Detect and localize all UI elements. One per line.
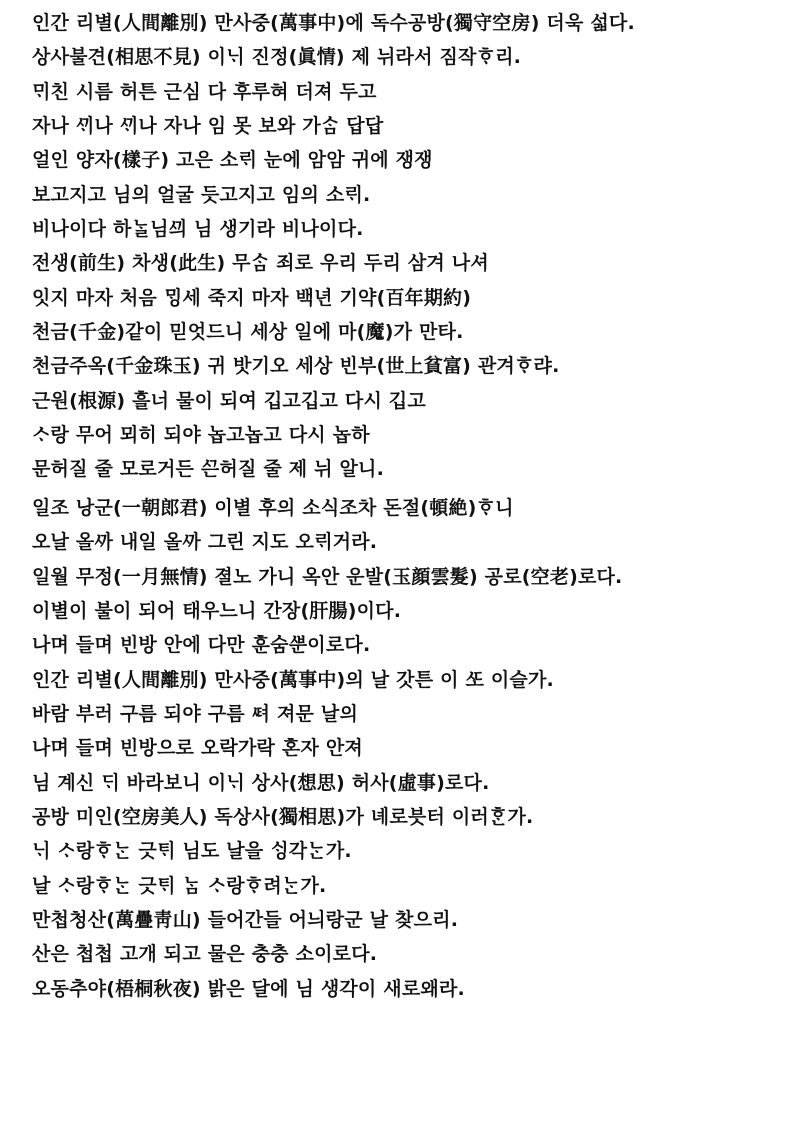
poem-line: 인간 리별(人間離別) 만사중(萬事中)의 날 갓튼 이 ᄯᅩ 이슬가. [32,668,554,691]
poem-line: 상사불견(相思不見) 이ᄂᆡ 진정(眞情) 제 뉘라서 짐작ᄒᆞ리. [32,46,522,69]
poem-line: ᄆᆡ친 시름 허튼 근심 다 후루혀 더져 두고 [32,80,377,103]
poem-line: 전생(前生) 차생(此生) 무ᄉᆞᆷ 죄로 우리 두리 삼겨 나셔 [32,252,489,275]
poem-line: 자나 ᄭᆡ나 ᄭᆡ나 자나 임 못 보와 가ᄉᆞᆷ 답답 [32,115,384,138]
poem-line: 만첩청산(萬疊靑山) 들어간들 어늬랑군 날 찾으리. [32,908,459,931]
poem-line: 산은 첩첩 고개 되고 물은 충충 소이로다. [32,943,378,966]
poem-line: 천금주옥(千金珠玉) 귀 밧기오 세상 빈부(世上貧富) 관겨ᄒᆞ랴. [32,355,560,378]
poem-line: ᄉᆞ랑 무어 뫼히 되야 놉고놉고 다시 놉하 [32,424,370,447]
poem-text-block [32,6,788,1006]
poem-line: 바람 부러 구름 되야 구름 ᄹᅧ 져문 날의 [32,702,359,725]
poem-line: 공방 미인(空房美人) 독상사(獨相思)가 녜로븟터 이러ᄒᆞᆫ가. [32,805,534,828]
poem-line: 잇지 마자 처음 ᄆᆡᆼ세 죽지 마자 백년 기약(百年期約) [32,286,472,309]
poem-line: 일월 무정(一月無情) 졀노 가니 옥안 운발(玉顔雲髮) 공로(空老)로다. [32,565,623,588]
poem-line: 이별이 불이 되어 태우느니 간장(肝腸)이다. [32,599,402,622]
poem-line: 나며 들며 빈방으로 오락가락 혼자 안져 [32,737,363,760]
poem-line: 보고지고 님의 얼굴 듯고지고 임의 소ᄅᆡ. [32,183,371,206]
poem-line: 일조 낭군(一朝郎君) 이별 후의 소식조차 돈절(頓絶)ᄒᆞ니 [32,496,514,519]
poem-line: 오동추야(梧桐秋夜) 밝은 달에 님 생각이 새로왜라. [32,977,465,1000]
poem-line: 문허질 줄 모로거든 ᄭᅳᆫ허질 줄 제 뉘 알니. [32,458,384,481]
poem-line: 오날 올ᄭᅡ 내일 올ᄭᅡ 그린 지도 오ᄅᆡ거라. [32,531,378,554]
poem-line: 날 ᄉᆞ랑ᄒᆞᄂᆞᆫ 긋ᄐᆡ ᄂᆞᆷ ᄉᆞ랑ᄒᆞ려ᄂᆞᆫ가. [32,874,327,897]
poem-line: 나며 들며 빈방 안에 다만 훈숨ᄲᅮᆫ이로다. [32,634,371,657]
poem-line: ᄂᆡ ᄉᆞ랑ᄒᆞᄂᆞᆫ 긋ᄐᆡ 님도 날을 ᄉᆡᆼ각ᄂᆞᆫ가. [32,840,352,863]
poem-line: 얼인 양자(樣子) 고은 소ᄅᆡ 눈에 암암 귀에 쟁쟁 [32,149,433,172]
poem-line: 님 계신 ᄃᆡ 바라보니 이ᄂᆡ 상사(想思) 허사(虛事)로다. [32,771,490,794]
poem-line: 근원(根源) 흘너 물이 되여 깁고깁고 다시 깁고 [32,389,426,412]
poem-line: 인간 리별(人間離別) 만사중(萬事中)에 독수공방(獨守空房) 더욱 섧다. [32,12,635,34]
poem-line: 비나이다 하ᄂᆞᆯ님ᄭᅴ 님 생기라 비나이다. [32,218,364,241]
poem-line: 천금(千金)같이 믿엇드니 세상 일에 마(魔)가 만타. [32,321,464,344]
